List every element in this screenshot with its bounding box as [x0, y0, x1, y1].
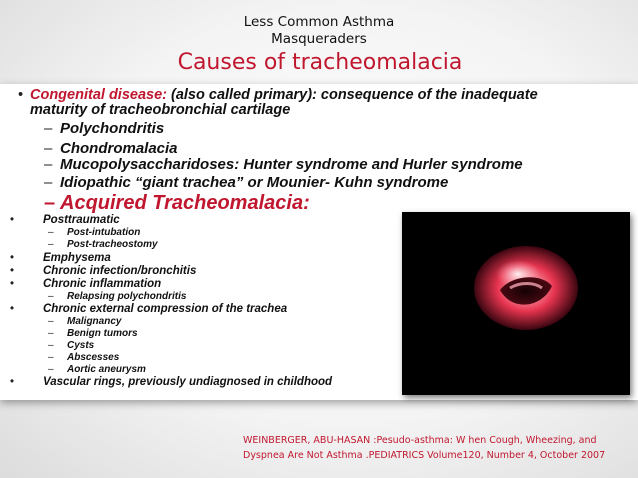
- list-item-sub: – Polychondritis: [44, 120, 165, 137]
- bronchoscopy-image: [402, 212, 630, 395]
- congenital-label: Congenital disease:: [30, 87, 167, 103]
- citation: [243, 433, 638, 463]
- list-item-external-compression: • Chronic external compression of the trachea: [10, 303, 288, 315]
- list-item-sub: – Post-intubation: [48, 227, 141, 238]
- content-panel: [0, 84, 638, 400]
- subtitle-line-1: Less Common Asthma: [243, 14, 395, 30]
- list-item-sub: – Malignancy: [48, 316, 122, 327]
- list-item-sub: – Relapsing polychondritis: [48, 291, 187, 302]
- slide-subtitle: [0, 14, 638, 48]
- congenital-text-1: (also called primary): consequence of the inadequate: [166, 87, 538, 103]
- citation-line-2: Dyspnea Are Not Asthma .PEDIATRICS Volume120, Number 4, October 2007: [243, 450, 606, 461]
- list-item-sub: – Abscesses: [48, 352, 120, 363]
- bullet-icon: •: [18, 87, 24, 103]
- list-item-sub: – Mucopolysaccharidoses: Hunter syndrome and Hurler syndrome: [44, 156, 523, 173]
- citation-line-1: WEINBERGER, ABU-HASAN :Pesudo-asthma: W hen Cough, Wheezing, and: [243, 435, 597, 446]
- list-item-sub: – Post-tracheostomy: [48, 239, 158, 250]
- list-item-sub: – Aortic aneurysm: [48, 364, 146, 375]
- list-item-sub: – Idiopathic “giant trachea” or Mounier- Kuhn syndrome: [44, 174, 449, 191]
- acquired-heading: – Acquired Tracheomalacia:: [44, 192, 310, 214]
- slide-title: Causes of tracheomalacia: [177, 50, 463, 75]
- list-item-vascular-rings: • Vascular rings, previously undiagnosed in childhood: [10, 376, 333, 388]
- trachea-image-icon: [402, 212, 630, 395]
- congenital-text-2: maturity of tracheobronchial cartilage: [30, 102, 291, 118]
- list-item-sub: – Chondromalacia: [44, 140, 178, 157]
- list-item-sub: – Cysts: [48, 340, 95, 351]
- list-item-posttraumatic: • Posttraumatic: [10, 214, 120, 226]
- subtitle-line-2: Masqueraders: [271, 31, 367, 47]
- list-item-emphysema: • Emphysema: [10, 252, 111, 264]
- list-item-congenital: [18, 87, 538, 103]
- list-item-sub: – Benign tumors: [48, 328, 138, 339]
- list-item-chronic-infection: • Chronic infection/bronchitis: [10, 265, 197, 277]
- list-item-chronic-inflammation: • Chronic inflammation: [10, 278, 162, 290]
